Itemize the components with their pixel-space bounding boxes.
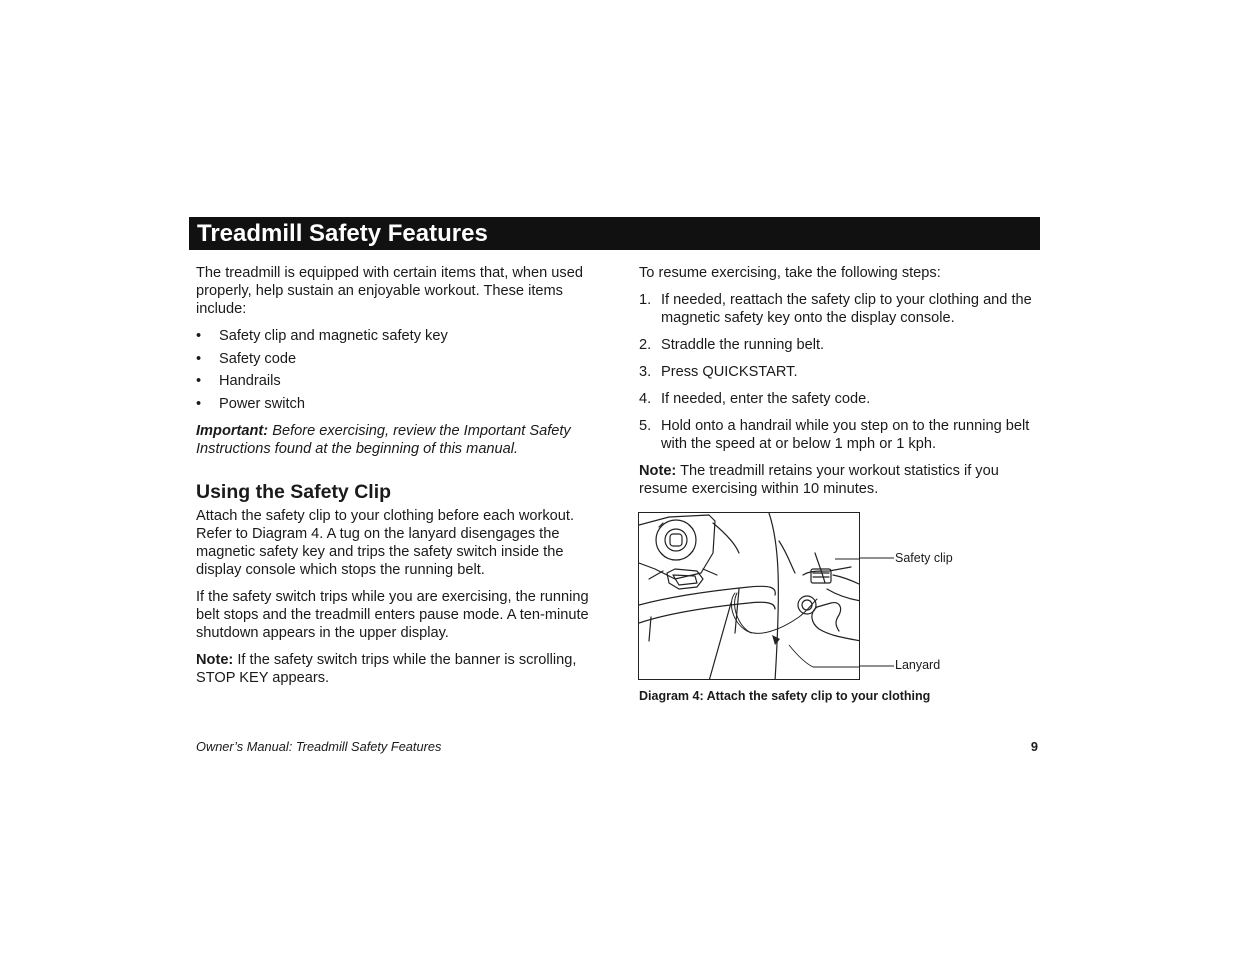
- list-item: • Safety clip and magnetic safety key: [196, 328, 448, 344]
- footer-text: Owner’s Manual: Treadmill Safety Features: [196, 739, 442, 754]
- important-note: [196, 422, 601, 458]
- note-label: Note:: [639, 463, 677, 479]
- step-number: 1.: [639, 292, 652, 308]
- step-text: If needed, enter the safety code.: [661, 391, 871, 407]
- list-item-text: Power switch: [219, 396, 305, 413]
- important-text: Before exercising, review the Important Safety Instructions found at the beginning of this manual.: [196, 422, 571, 457]
- step-item: [639, 363, 1044, 381]
- step-text: Hold onto a handrail while you step on to the running belt with the speed at or below 1 mph or 1 kph.: [661, 418, 1030, 452]
- resume-intro: To resume exercising, take the following steps:: [639, 265, 941, 281]
- step-item: [639, 291, 1044, 327]
- step-item: [639, 336, 1044, 354]
- page-title: Treadmill Safety Features: [189, 217, 1040, 250]
- diagram-safety-clip: [638, 512, 860, 680]
- note-label: Note:: [196, 651, 234, 668]
- step-number: 4.: [639, 391, 652, 407]
- leader-lines: [860, 552, 896, 672]
- list-item: • Power switch: [196, 396, 305, 413]
- list-item: • Safety code: [196, 350, 297, 367]
- diagram-caption: Diagram 4: Attach the safety clip to your clothing: [639, 689, 931, 703]
- step-text: Press QUICKSTART.: [661, 364, 798, 380]
- note-text: If the safety switch trips while the banner is scrolling, STOP KEY appears.: [196, 651, 577, 686]
- note-resume: [639, 462, 1044, 498]
- step-item: [639, 390, 1044, 408]
- paragraph-attach: Attach the safety clip to your clothing before each workout. Refer to Diagram 4. A tug on the lanyard disengages the magnetic safety key and trips the safety switch inside the display console which stops the running belt.: [196, 507, 575, 578]
- important-label: Important:: [196, 422, 269, 439]
- step-number: 2.: [639, 337, 652, 353]
- step-number: 5.: [639, 418, 652, 434]
- paragraph-trip: If the safety switch trips while you are exercising, the running belt stops and the treadmill enters pause mode. A ten-minute shutdown appears in the upper display.: [196, 588, 589, 641]
- left-column: [196, 264, 601, 687]
- list-item: • Handrails: [196, 373, 281, 390]
- page-number: 9: [1030, 739, 1038, 754]
- note-text: The treadmill retains your workout statistics if you resume exercising within 10 minutes.: [639, 463, 999, 497]
- label-lanyard: Lanyard: [895, 658, 941, 672]
- step-text: Straddle the running belt.: [661, 337, 825, 353]
- step-text: If needed, reattach the safety clip to your clothing and the magnetic safety key onto the display console.: [661, 292, 1032, 326]
- section-heading: Using the Safety Clip: [196, 480, 392, 503]
- list-item-text: Safety clip and magnetic safety key: [219, 328, 448, 344]
- intro-paragraph: The treadmill is equipped with certain items that, when used properly, help sustain an enjoyable workout. These items include:: [196, 265, 583, 317]
- step-number: 3.: [639, 364, 652, 380]
- list-item-text: Handrails: [219, 373, 281, 390]
- treadmill-console-illustration: [639, 513, 860, 680]
- resume-steps-list: [639, 291, 1044, 453]
- step-item: [639, 417, 1044, 453]
- right-column: [639, 264, 1044, 498]
- label-safety-clip: Safety clip: [895, 551, 953, 565]
- list-item-text: Safety code: [219, 350, 297, 367]
- note-scrolling: [196, 651, 601, 687]
- safety-items-list: [196, 327, 601, 418]
